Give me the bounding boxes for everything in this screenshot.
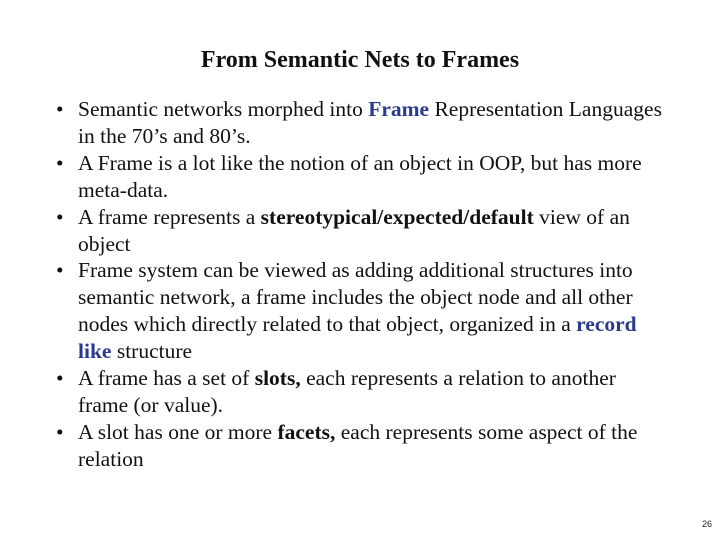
bullet-dot: • bbox=[56, 419, 64, 444]
bullet-text: A frame has a set of bbox=[78, 366, 255, 391]
bullet-dot: • bbox=[56, 258, 64, 283]
bullet-item bbox=[56, 204, 666, 258]
bullet-item bbox=[56, 96, 666, 150]
highlight-term: stereotypical/expected/default bbox=[260, 204, 534, 229]
bullet-text: A slot has one or more bbox=[78, 419, 278, 444]
bullet-text: each represents a relation to another frame (or value). bbox=[78, 366, 616, 417]
bullet-list bbox=[56, 96, 666, 473]
bullet-text: Semantic networks morphed into bbox=[78, 97, 369, 121]
page-number: 26 bbox=[701, 519, 712, 529]
highlight-term: facets, bbox=[277, 419, 336, 444]
highlight-term: Frame bbox=[368, 97, 430, 121]
bullet-text: Representation Languages in the 70’s and 80’s. bbox=[78, 97, 662, 148]
bullet-item bbox=[56, 419, 666, 473]
bullet-dot: • bbox=[56, 97, 64, 121]
bullet-item bbox=[56, 150, 666, 204]
slide-title: From Semantic Nets to Frames bbox=[200, 47, 520, 73]
bullet-text: A frame represents a bbox=[78, 204, 261, 229]
highlight-term: record like bbox=[78, 312, 637, 364]
bullet-dot: • bbox=[56, 366, 64, 391]
bullet-dot: • bbox=[56, 204, 64, 229]
bullet-text: view of an object bbox=[78, 204, 630, 256]
bullet-text: A Frame is a lot like the notion of an object in OOP, but has more meta-data. bbox=[78, 150, 642, 202]
bullet-item bbox=[56, 365, 666, 419]
bullet-item bbox=[56, 257, 666, 365]
highlight-term: slots, bbox=[254, 366, 301, 391]
bullet-text: Frame system can be viewed as adding additional structures into semantic network, a frame includes the object node and all other nodes which directly related to that object, organized in a bbox=[78, 258, 633, 337]
bullet-text: structure bbox=[111, 339, 193, 364]
bullet-dot: • bbox=[56, 150, 64, 175]
bullet-text: each represents some aspect of the relation bbox=[78, 419, 638, 471]
